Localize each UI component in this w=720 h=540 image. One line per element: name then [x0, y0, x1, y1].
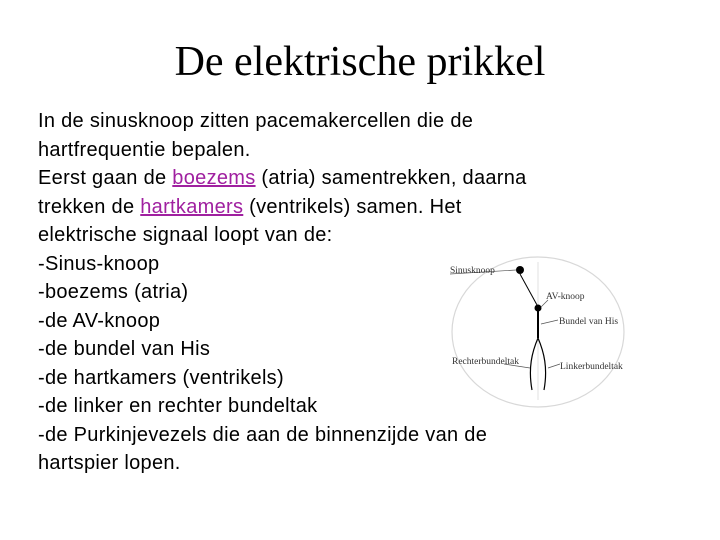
list-item: -de AV-knoop — [38, 309, 161, 332]
label-linkerbundeltak: Linkerbundeltak — [560, 362, 623, 372]
text-line — [38, 164, 698, 193]
label-bundel-van-his: Bundel van His — [559, 317, 619, 327]
list-item: -de Purkinjevezels die aan de binnenzijde van de — [38, 423, 488, 446]
linkerbundeltak — [538, 338, 546, 390]
text-segment: trekken de — [38, 195, 141, 218]
text-segment: Eerst gaan de — [38, 167, 173, 189]
list-item: -boezems (atria) — [38, 281, 189, 303]
text-line: elektrische signaal loopt van de: — [38, 224, 333, 246]
label-sinusknoop: Sinusknoop — [450, 266, 495, 276]
bundel-van-his-pointer — [541, 320, 558, 324]
text-segment: (ventrikels) samen. Het — [243, 195, 462, 218]
list-item: -de linker en rechter bundeltak — [38, 395, 318, 417]
slide-title: De elektrische prikkel — [174, 39, 546, 85]
hartkamers-link[interactable]: hartkamers — [140, 195, 244, 218]
list-item: hartspier lopen. — [38, 452, 181, 474]
text-line: hartfrequentie bepalen. — [38, 138, 251, 161]
list-item: -de bundel van His — [38, 338, 211, 360]
label-av-knoop: AV-knoop — [546, 292, 585, 302]
boezems-link[interactable]: boezems — [172, 167, 256, 189]
rechterbundeltak — [530, 338, 538, 390]
text-line: In de sinusknoop zitten pacemakercellen die de — [38, 110, 474, 132]
heart-conduction-diagram — [420, 250, 640, 410]
text-segment: (atria) samentrekken, daarna — [255, 167, 527, 189]
text-line — [38, 193, 698, 222]
list-item: -Sinus-knoop — [38, 252, 160, 275]
label-rechterbundeltak: Rechterbundeltak — [452, 357, 520, 367]
list-item: -de hartkamers (ventrikels) — [38, 366, 284, 389]
linkerbundeltak-pointer — [548, 364, 560, 368]
sinusknoop-node — [516, 266, 524, 274]
internodal-pathway — [520, 274, 537, 305]
